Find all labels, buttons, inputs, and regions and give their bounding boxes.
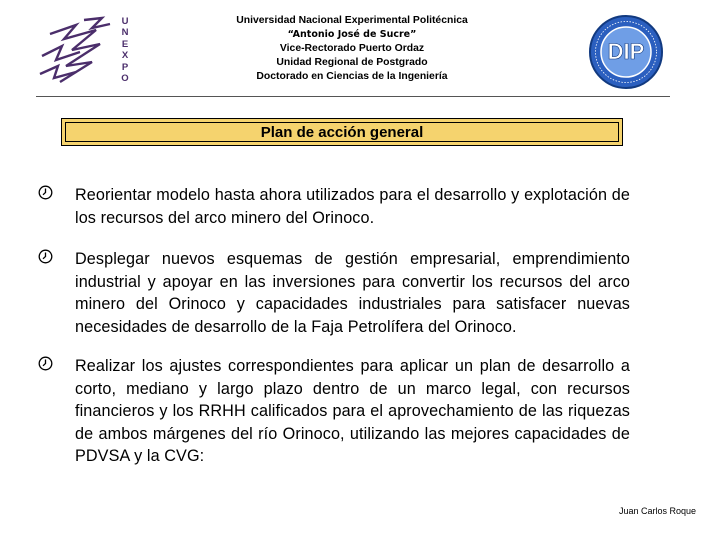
- page-title: Plan de acción general: [65, 122, 619, 142]
- list-item: [38, 248, 630, 338]
- seal-icon: [588, 14, 664, 90]
- clock-icon: [38, 355, 75, 376]
- bullet-text: Realizar los ajustes correspondientes para aplicar un plan de desarrollo a corto, mediano y largo plazo dentro de un marco legal, con recursos financieros y los RRHH calificados para el aprovechamiento de las riquezas de ambos márgenes del río Orinoco, utilizando las mejores capacidades de PDVSA y la CVG:: [75, 357, 630, 465]
- header-vicerrectorado: Vice-Rectorado Puerto Ordaz: [279, 43, 425, 54]
- unexpo-logo: [36, 14, 136, 92]
- unexpo-letters: [118, 16, 132, 84]
- logo-letter: X: [121, 50, 129, 62]
- logo-letter: O: [121, 73, 129, 85]
- clock-icon: [38, 184, 75, 205]
- header-university-name: “Antonio José de Sucre”: [287, 29, 417, 40]
- header-divider: [36, 96, 670, 97]
- header-doctorado: Doctorado en Ciencias de la Ingeniería: [256, 71, 448, 82]
- logo-letter: P: [121, 61, 129, 73]
- title-box: [61, 118, 623, 146]
- clock-icon: [38, 248, 75, 269]
- logo-letter: N: [121, 27, 129, 39]
- institution-header: [200, 14, 504, 84]
- list-item: [38, 184, 630, 229]
- bullet-text: Desplegar nuevos esquemas de gestión empresarial, emprendimiento industrial y apoyar en las inversiones para convertir los recursos del arco minero del Orinoco y capacidades industriales para satisfacer nuevas necesidades de desarrollo de la Faja Petrolífera del Orinoco.: [75, 250, 630, 336]
- unexpo-zigzag-icon: [36, 16, 116, 92]
- logo-letter: U: [121, 16, 129, 27]
- author-footer: Juan Carlos Roque: [618, 506, 696, 516]
- dip-seal-logo: [588, 14, 664, 90]
- list-item: [38, 355, 630, 468]
- logo-letter: E: [121, 38, 129, 50]
- header-university: Universidad Nacional Experimental Politécnica: [236, 15, 468, 26]
- header-unidad: Unidad Regional de Postgrado: [276, 57, 428, 68]
- seal-text: DIP: [607, 39, 645, 64]
- bullet-text: Reorientar modelo hasta ahora utilizados para el desarrollo y explotación de los recursos del arco minero del Orinoco.: [75, 186, 630, 227]
